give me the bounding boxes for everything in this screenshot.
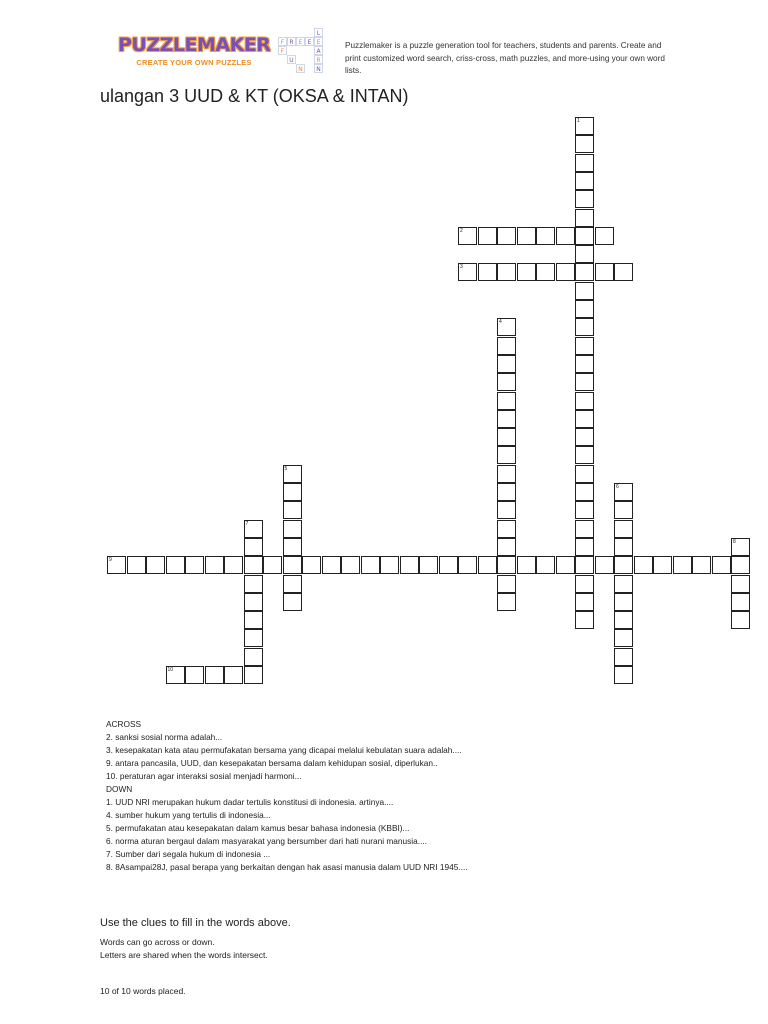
crossword-cell[interactable] (166, 666, 185, 684)
crossword-cell[interactable] (127, 556, 146, 574)
crossword-cell[interactable] (575, 483, 594, 501)
clue-number: 7 (245, 520, 249, 527)
crossword-cell[interactable] (575, 318, 594, 336)
crossword-cell[interactable] (439, 556, 458, 574)
crossword-cell[interactable] (556, 556, 575, 574)
crossword-cell[interactable] (731, 611, 750, 629)
crossword-cell[interactable] (731, 538, 750, 556)
crossword-cell[interactable] (575, 593, 594, 611)
down-clue: 5. permufakatan atau kesepakatan dalam kamus besar bahasa indonesia (KBBI)... (106, 823, 410, 833)
crossword-cell[interactable] (575, 135, 594, 153)
crossword-cell[interactable] (556, 263, 575, 281)
crossword-cell[interactable] (244, 538, 263, 556)
crossword-cell[interactable] (731, 593, 750, 611)
crossword-cell[interactable] (244, 520, 263, 538)
crossword-cell[interactable] (517, 263, 536, 281)
across-clue: 9. antara pancasila, UUD, dan kesepakatan bersama dalam kehidupan sosial, diperlukan.. (106, 758, 438, 768)
crossword-cell[interactable] (517, 227, 536, 245)
crossword-cell[interactable] (595, 556, 614, 574)
logo-grid-letter: F (278, 46, 287, 55)
crossword-cell[interactable] (224, 556, 243, 574)
clue-number: 2 (460, 227, 463, 234)
crossword-cell[interactable] (634, 556, 653, 574)
instructions-line: Letters are shared when the words intersect. (100, 950, 268, 960)
across-clues (106, 731, 468, 783)
crossword-cell[interactable] (497, 465, 516, 483)
instructions-line: Words can go across or down. (100, 937, 215, 947)
crossword-cell[interactable] (614, 263, 633, 281)
crossword-cell[interactable] (322, 556, 341, 574)
crossword-cell[interactable] (205, 556, 224, 574)
logo-grid-letter: R (287, 37, 296, 46)
crossword-cell[interactable] (731, 556, 750, 574)
logo-grid-letter: R (314, 55, 323, 64)
crossword-cell[interactable] (185, 666, 204, 684)
clue-number: 10 (167, 667, 174, 673)
crossword-cell[interactable] (614, 593, 633, 611)
crossword-cell[interactable] (478, 263, 497, 281)
crossword-cell[interactable] (575, 446, 594, 464)
clue-number: 9 (109, 557, 112, 564)
crossword-cell[interactable] (575, 227, 594, 245)
crossword-cell[interactable] (497, 227, 516, 245)
logo-grid-letter: N (296, 64, 305, 73)
crossword-cell[interactable] (283, 593, 302, 611)
crossword-cell[interactable] (263, 556, 282, 574)
crossword-cell[interactable] (244, 648, 263, 666)
crossword-cell[interactable] (380, 556, 399, 574)
logo-grid-letter: N (314, 64, 323, 73)
puzzlemaker-logo[interactable] (118, 28, 321, 74)
crossword-cell[interactable] (575, 263, 594, 281)
crossword-cell[interactable] (536, 556, 555, 574)
crossword-cell[interactable] (497, 575, 516, 593)
crossword-cell[interactable] (224, 666, 243, 684)
down-clue: 7. Sumber dari segala hukum di indonesia ... (106, 849, 271, 859)
crossword-cell[interactable] (575, 410, 594, 428)
crossword-cell[interactable] (497, 501, 516, 519)
crossword-cell[interactable] (536, 263, 555, 281)
crossword-cell[interactable] (575, 611, 594, 629)
logo-grid-letter: L (314, 28, 323, 37)
clue-number: 5 (284, 465, 288, 472)
crossword-cell[interactable] (575, 117, 594, 135)
logo-grid-letter: F (278, 37, 287, 46)
crossword-cell[interactable] (458, 227, 477, 245)
crossword-cell[interactable] (283, 538, 302, 556)
crossword-cell[interactable] (283, 483, 302, 501)
across-clue: 10. peraturan agar interaksi sosial menjadi harmoni... (106, 771, 302, 781)
crossword-cell[interactable] (107, 556, 126, 574)
crossword-cell[interactable] (575, 245, 594, 263)
crossword-cell[interactable] (497, 373, 516, 391)
crossword-cell[interactable] (575, 538, 594, 556)
crossword-cell[interactable] (536, 227, 555, 245)
crossword-cell[interactable] (575, 172, 594, 190)
crossword-cell[interactable] (575, 556, 594, 574)
crossword-cell[interactable] (712, 556, 731, 574)
crossword-cell[interactable] (244, 556, 263, 574)
crossword-cell[interactable] (595, 263, 614, 281)
logo-grid-letter: E (296, 37, 305, 46)
logo-grid-letter: U (287, 55, 296, 64)
crossword-cell[interactable] (614, 629, 633, 647)
intro-text: Puzzlemaker is a puzzle generation tool for teachers, students and parents. Create and print customized word search, criss-cross, math puzzles, and more-using your own word lists. (345, 41, 665, 75)
logo-grid-letter: A (314, 46, 323, 55)
crossword-cell[interactable] (731, 575, 750, 593)
crossword-cell[interactable] (614, 575, 633, 593)
crossword-cell[interactable] (575, 209, 594, 227)
crossword-cell[interactable] (478, 556, 497, 574)
words-placed-status: 10 of 10 words placed. (100, 986, 186, 996)
crossword-cell[interactable] (400, 556, 419, 574)
logo-wordmark: PUZZLEMAKER (118, 34, 271, 56)
down-clues (106, 796, 468, 874)
crossword-cell[interactable] (575, 520, 594, 538)
crossword-cell[interactable] (575, 392, 594, 410)
crossword-cell[interactable] (419, 556, 438, 574)
crossword-cell[interactable] (595, 227, 614, 245)
clue-number: 3 (460, 264, 463, 271)
logo-tagline: CREATE YOUR OWN PUZZLES (136, 58, 252, 67)
clue-number: 8 (733, 538, 736, 545)
crossword-cell[interactable] (614, 520, 633, 538)
crossword-cell[interactable] (244, 666, 263, 684)
logo-grid-letter: E (314, 37, 323, 46)
crossword-cell[interactable] (614, 611, 633, 629)
instructions-title: Use the clues to fill in the words above. (100, 917, 291, 929)
clue-number: 6 (616, 484, 619, 490)
crossword-cell[interactable] (653, 556, 672, 574)
logo-grid-letter: E (305, 37, 314, 46)
crossword-cell[interactable] (575, 337, 594, 355)
clue-number: 1 (577, 118, 580, 124)
crossword-cell[interactable] (575, 501, 594, 519)
crossword-cell[interactable] (497, 446, 516, 464)
crossword-cell[interactable] (478, 227, 497, 245)
crossword-cell[interactable] (614, 501, 633, 519)
crossword-cell[interactable] (575, 373, 594, 391)
crossword-cell[interactable] (614, 556, 633, 574)
down-clue: 1. UUD NRI merupakan hukum dadar tertulis konstitusi di indonesia. artinya.... (106, 797, 394, 807)
crossword-cell[interactable] (283, 575, 302, 593)
crossword-cell[interactable] (497, 318, 516, 336)
crossword-cell[interactable] (244, 575, 263, 593)
crossword-cell[interactable] (361, 556, 380, 574)
crossword-cell[interactable] (283, 465, 302, 483)
crossword-cell[interactable] (302, 556, 321, 574)
crossword-cell[interactable] (244, 629, 263, 647)
crossword-cell[interactable] (283, 520, 302, 538)
down-clue: 4. sumber hukum yang tertulis di indonesia... (106, 810, 271, 820)
crossword-cell[interactable] (497, 593, 516, 611)
crossword-cell[interactable] (341, 556, 360, 574)
crossword-cell[interactable] (575, 355, 594, 373)
crossword-cell[interactable] (575, 154, 594, 172)
crossword-cell[interactable] (614, 666, 633, 684)
crossword-cell[interactable] (614, 648, 633, 666)
crossword-cell[interactable] (283, 556, 302, 574)
down-heading: DOWN (106, 784, 133, 794)
crossword-cell[interactable] (614, 483, 633, 501)
crossword-cell[interactable] (575, 190, 594, 208)
crossword-cell[interactable] (185, 556, 204, 574)
across-clue: 3. kesepakatan kata atau permufakatan bersama yang dicapai melalui kebulatan suara adalah.... (106, 745, 462, 755)
crossword-cell[interactable] (575, 300, 594, 318)
crossword-cell[interactable] (692, 556, 711, 574)
crossword-cell[interactable] (575, 282, 594, 300)
crossword-cell[interactable] (673, 556, 692, 574)
crossword-cell[interactable] (575, 575, 594, 593)
down-clue: 6. norma aturan bergaul dalam masyarakat yang bersumber dari hati nurani manusia.... (106, 836, 427, 846)
clue-list (106, 718, 468, 874)
clue-number: 4 (499, 319, 502, 326)
crossword-cell[interactable] (166, 556, 185, 574)
crossword-cell[interactable] (497, 410, 516, 428)
crossword-cell[interactable] (497, 355, 516, 373)
down-clue: 8. 8Asampai28J, pasal berapa yang berkaitan dengan hak asasi manusia dalam UUD NRI 1945.... (106, 862, 468, 872)
crossword-cell[interactable] (146, 556, 165, 574)
crossword-cell[interactable] (614, 538, 633, 556)
across-clue: 2. sanksi sosial norma adalah... (106, 732, 223, 742)
crossword-cell[interactable] (497, 483, 516, 501)
crossword-cell[interactable] (458, 556, 477, 574)
crossword-cell[interactable] (497, 428, 516, 446)
crossword-cell[interactable] (497, 392, 516, 410)
crossword-cell[interactable] (497, 337, 516, 355)
crossword-cell[interactable] (458, 263, 477, 281)
crossword-cell[interactable] (575, 465, 594, 483)
crossword-cell[interactable] (556, 227, 575, 245)
crossword-cell[interactable] (497, 556, 516, 574)
crossword-cell[interactable] (497, 538, 516, 556)
crossword-cell[interactable] (575, 428, 594, 446)
crossword-cell[interactable] (517, 556, 536, 574)
crossword-cell[interactable] (244, 611, 263, 629)
page-title: ulangan 3 UUD & KT (OKSA & INTAN) (100, 86, 409, 106)
across-heading: ACROSS (106, 719, 142, 729)
crossword-cell[interactable] (244, 593, 263, 611)
crossword-cell[interactable] (497, 520, 516, 538)
crossword-cell[interactable] (497, 263, 516, 281)
crossword-cell[interactable] (205, 666, 224, 684)
crossword-cell[interactable] (283, 501, 302, 519)
